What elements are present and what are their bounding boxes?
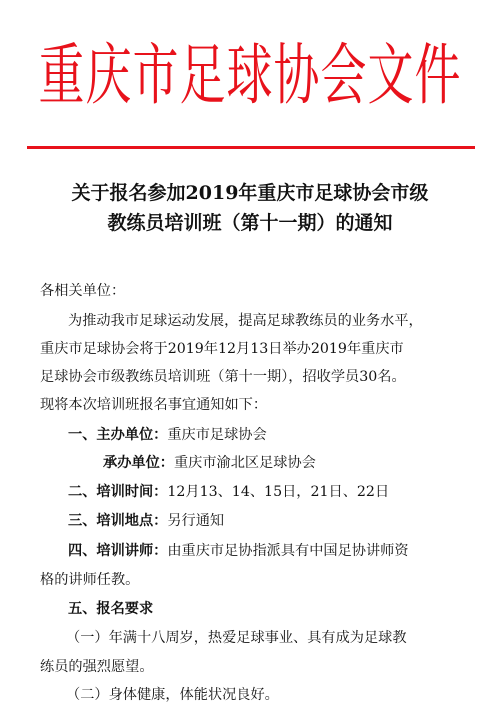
item-lecturer [68, 541, 409, 561]
item-lecturer-label: 四、培训讲师： [68, 543, 168, 559]
item-location-value: 另行通知 [167, 513, 225, 529]
item-organizer [103, 453, 316, 473]
item-organizer-label: 承办单位： [103, 455, 174, 471]
item-host-label: 一、主办单位： [68, 427, 168, 443]
intro-line-4: 现将本次培训班报名事宜通知如下： [40, 397, 268, 413]
item-host-value: 重庆市足球协会 [167, 427, 267, 443]
requirement-2: （二）身体健康，体能状况良好。 [66, 687, 279, 703]
salutation: 各相关单位： [40, 283, 126, 299]
notice-title-line-1: 关于报名参加2019年重庆市足球协会市级 [71, 182, 429, 204]
item-location-label: 三、培训地点： [68, 513, 168, 529]
intro-line-1: 为推动我市足球运动发展，提高足球教练员的业务水平， [68, 313, 423, 329]
item-organizer-value: 重庆市渝北区足球协会 [173, 455, 316, 471]
item-host [68, 425, 267, 445]
notice-title-line-2: 教练员培训班（第十一期）的通知 [107, 212, 393, 234]
intro-line-3: 足球协会市级教练员培训班（第十一期），招收学员30名。 [40, 369, 406, 385]
intro-line-2: 重庆市足球协会将于2019年12月13日举办2019年重庆市 [40, 341, 404, 357]
notice-title [0, 178, 500, 238]
header-divider-line [27, 146, 475, 149]
item-lecturer-continuation: 格的讲师任教。 [40, 572, 140, 588]
item-time-label: 二、培训时间： [68, 484, 168, 500]
item-requirements-heading: 五、报名要求 [68, 601, 154, 617]
item-lecturer-value: 由重庆市足协指派具有中国足协讲师资 [167, 543, 409, 559]
item-time [68, 482, 389, 502]
requirement-1-line-1: （一）年满十八周岁，热爱足球事业、具有成为足球教 [66, 630, 407, 646]
document-header-title: 重庆市足球协会文件 [38, 35, 462, 115]
item-time-value: 12月13、14、15日，21日、22日 [167, 484, 390, 500]
requirement-1-line-2: 练员的强烈愿望。 [40, 659, 154, 675]
item-location [68, 511, 224, 531]
